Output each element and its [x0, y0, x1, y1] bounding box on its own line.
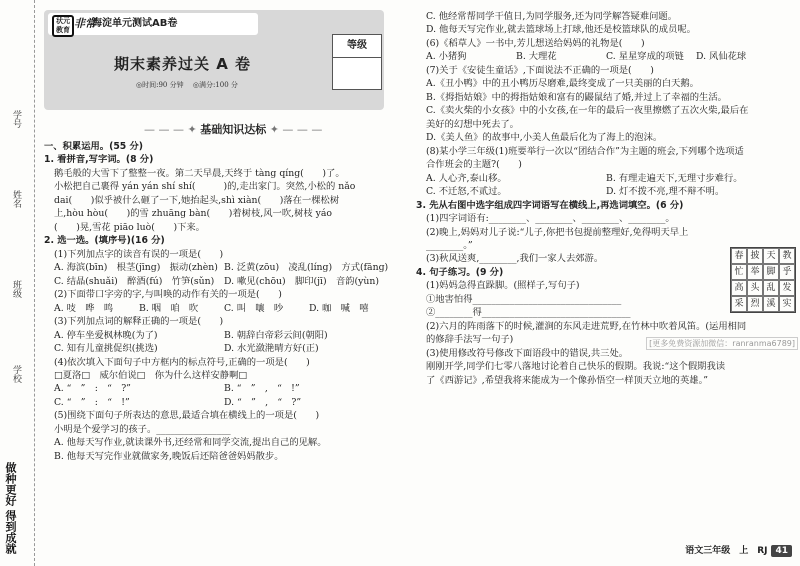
grid-char: 溪 — [763, 296, 779, 312]
question-line: 上,hòu hòu( )的雪 zhuāng bàn( )着树枝,风一吹,树枝 yáo — [54, 208, 333, 220]
grid-char: 发 — [779, 280, 795, 296]
option: D. 水光潋滟晴方好(正) — [224, 343, 319, 355]
brand-hand: 非常 — [74, 17, 96, 30]
question-line: (2)六月的阵雨落下的时候,灌涧的东风走进荒野,在竹林中吹着风笛。(运用相同 — [426, 320, 747, 332]
option-row — [44, 302, 394, 315]
class-label: 班级 — [11, 280, 21, 298]
option: A. 人心齐,泰山移。 — [426, 172, 507, 184]
option: D. 嗽见(chōu) 脚印(jī) 音韵(yùn) — [224, 275, 380, 287]
grid-char: 教 — [779, 248, 795, 264]
footer — [685, 543, 792, 556]
left-questions — [44, 140, 394, 463]
grade-label: 等级 — [333, 35, 381, 58]
question-line: ( )晃,雪花 piāo luò( )下来。 — [54, 221, 205, 233]
grid-char: 实 — [779, 296, 795, 312]
grid-char: 高 — [731, 280, 747, 296]
grid-char: 脚 — [763, 264, 779, 280]
question-line: C. 他经常帮同学干值日,为同学服务,还为同学解答疑难问题。 — [426, 11, 678, 22]
motto: 做种更好 得到成就 — [4, 462, 17, 554]
option-row — [416, 50, 786, 63]
score-label: ◎满分:100 分 — [192, 81, 238, 89]
question-line: 小明是个爱学习的孩子。________________ — [54, 423, 231, 435]
option-row — [44, 275, 394, 288]
question-line: (8)某小学三年级(1)班要举行一次以“团结合作”为主题的班会,下列哪个选项适 — [426, 145, 744, 157]
option-row — [44, 382, 394, 395]
option: D. 咖 喊 嘻 — [309, 302, 369, 314]
question-line: ②________得________________________________ — [426, 307, 631, 319]
option: C. 叫 嚷 吵 — [224, 302, 284, 314]
brand-bar — [48, 13, 258, 35]
option: B. 咽 咱 吹 — [139, 302, 199, 314]
question-line: 的修辞手法写一句子) — [426, 334, 514, 346]
question-line: A.《丑小鸭》中的丑小鸭历尽磨难,最终变成了一只美丽的白天鹅。 — [426, 78, 699, 90]
question-line: 鹅毛般的大雪下了整整一夜。第二天早晨,天终于 tàng qíng( )了。 — [54, 167, 345, 179]
option: D. 灯不拨不亮,理不辩不明。 — [606, 186, 725, 198]
grid-char: 春 — [731, 248, 747, 264]
option: D. “ ” , “ ?” — [224, 396, 302, 408]
grid-char: 忙 — [731, 264, 747, 280]
grid-char: 天 — [763, 248, 779, 264]
question-heading: 1. 看拼音,写字词。(8 分) — [44, 154, 154, 166]
grid-char: 披 — [747, 248, 763, 264]
question-line: (5)围绕下面句子所表达的意思,最适合填在横线上的一项是( ) — [54, 410, 320, 422]
question-line: dai( )似乎被什么砸了一下,她抬起头,shì xiàn( )落在一棵松树 — [54, 194, 340, 206]
option: C. 不迁怒,不贰过。 — [426, 186, 507, 198]
question-line: D.《美人鱼》的故事中,小美人鱼最后化为了海上的泡沫。 — [426, 132, 663, 144]
question-line: B.《拇指姑娘》中的拇指姑娘和富有的鼹鼠结了婚,并过上了幸福的生活。 — [426, 91, 727, 103]
option-row — [44, 396, 394, 409]
name-label: 姓名 — [11, 190, 21, 208]
question-heading: 4. 句子练习。(9 分) — [416, 266, 504, 278]
question-line: 了《西游记》,希望我将来能成为一个像孙悟空一样顶天立地的英雄。” — [426, 374, 708, 386]
time-label: ◎时间:90 分钟 — [136, 81, 184, 89]
question-heading: 3. 先从右图中选字组成四字词语写在横线上,再选词填空。(6 分) — [416, 199, 684, 211]
question-line: (1)四字词语有:________、________、________、________。 — [426, 213, 675, 225]
grade-box — [332, 34, 382, 90]
option: C. 星星穿成的项链 — [606, 51, 684, 63]
question-line: (3)下列加点词的解释正确的一项是( ) — [54, 316, 224, 328]
binding-margin — [0, 0, 35, 566]
question-heading: 一、积累运用。(55 分) — [44, 141, 144, 152]
watermark: [更多免费资源加微信：ranranma6789] — [646, 337, 798, 350]
question-line: (3)使用修改符号修改下面语段中的错误,共三处。 — [426, 347, 629, 359]
question-line: ________。” — [426, 239, 473, 251]
option: C. 结晶(shuǎi) 醉酒(fú) 竹笋(sǔn) — [54, 275, 215, 287]
question-line: (1)妈妈急得直跺脚。(照样子,写句子) — [426, 280, 580, 292]
option: C. “ ” : “ !” — [54, 396, 130, 408]
brand-title: 海淀单元测试AB卷 — [92, 18, 178, 29]
question-line: 小松把自己裹得 yán yán shí shí( )的,走出家门。突然,小松的 nǎo — [54, 181, 356, 193]
option: C. 知有儿童挑促织(挑选) — [54, 343, 158, 355]
grid-char: 采 — [731, 296, 747, 312]
question-line: (3)秋风送爽,________,我们一家人去郊游。 — [426, 253, 604, 265]
question-line: (1)下列加点字的读音有误的一项是( ) — [54, 248, 224, 260]
option-row — [416, 185, 786, 198]
grid-char: 举 — [747, 264, 763, 280]
grid-char: 乱 — [763, 280, 779, 296]
option: B. 大理花 — [516, 51, 557, 63]
question-line: C.《卖火柴的小女孩》中的小女孩,在一年的最后一夜里擦燃了五次火柴,最后在 — [426, 105, 749, 117]
option-row — [44, 261, 394, 274]
option: A. 海滨(bīn) 根茎(jīng) 振动(zhèn) — [54, 262, 218, 274]
option: B. 有理走遍天下,无理寸步难行。 — [606, 172, 743, 184]
question-line: A. 他每天写作业,就读课外书,还经常和同学交流,提出自己的见解。 — [54, 437, 327, 449]
option: D. 风仙花球 — [696, 51, 747, 63]
option-row — [416, 172, 786, 185]
question-line: ①地害怕得________________________________ — [426, 293, 622, 305]
question-line: (4)依次填入下面句子中方框内的标点符号,正确的一项是( ) — [54, 356, 310, 368]
school-label: 学校 — [11, 365, 21, 383]
option-row — [44, 342, 394, 355]
page-number: 41 — [771, 545, 792, 557]
option: A. 小猪狗 — [426, 51, 467, 63]
question-line: D. 他每天写完作业,就去篮球场上打球,他还是校篮球队的成员呢。 — [426, 24, 696, 36]
grid-char: 乎 — [779, 264, 795, 280]
question-line: 美好的幻想中死去了。 — [426, 118, 519, 130]
option: B. 泛黄(zōu) 凌乱(líng) 方式(fāng) — [224, 262, 389, 274]
footer-label: 语文三年级 上 RJ — [685, 546, 768, 556]
question-line: □夏洛□ 威尔伯说□ 你为什么这样安静啊□ — [54, 369, 248, 381]
question-line: (7)关于《安徒生童话》,下面说法不正确的一项是( ) — [426, 64, 654, 76]
exam-meta — [136, 80, 238, 90]
question-heading: 2. 选一选。(填序号)(16 分) — [44, 235, 165, 247]
question-line: (6)《稻草人》一书中,芳儿想送给妈妈的礼物是( ) — [426, 37, 645, 49]
left-column — [44, 10, 394, 550]
grid-char: 头 — [747, 280, 763, 296]
section-title: — — — ✦ 基础知识达标 ✦ — — — — [144, 122, 322, 138]
page-title: 期末素养过关 A 卷 — [114, 55, 252, 73]
id-label: 学号 — [11, 110, 21, 128]
question-line: B. 他每天写完作业就做家务,晚饭后还陪爸爸妈妈散步。 — [54, 450, 284, 462]
header-banner — [44, 10, 384, 110]
question-line: 刚刚开学,同学们七零八落地讨论着自己快乐的假期。我说:“这个假期我读 — [426, 361, 726, 373]
option: A. 吱 哗 鸣 — [54, 302, 114, 314]
question-line: (2)晚上,妈妈对儿子说:“儿子,你把书包提前整理好,免得明天早上 — [426, 226, 689, 238]
option: B. “ ” , “ !” — [224, 383, 300, 395]
option: A. “ ” : “ ?” — [54, 383, 131, 395]
option: A. 停车坐爱枫林晚(为了) — [54, 329, 158, 341]
grid-char: 烈 — [747, 296, 763, 312]
character-grid — [730, 247, 796, 313]
option: B. 朝辞白帝彩云间(朝阳) — [224, 329, 328, 341]
option-row — [44, 329, 394, 342]
question-line: (2)下面带口字旁的字,与叫唤的动作有关的一项是( ) — [54, 289, 282, 301]
question-line: 合作班会的主题?( ) — [426, 159, 522, 171]
logo-icon: 状元教育 — [52, 15, 74, 37]
